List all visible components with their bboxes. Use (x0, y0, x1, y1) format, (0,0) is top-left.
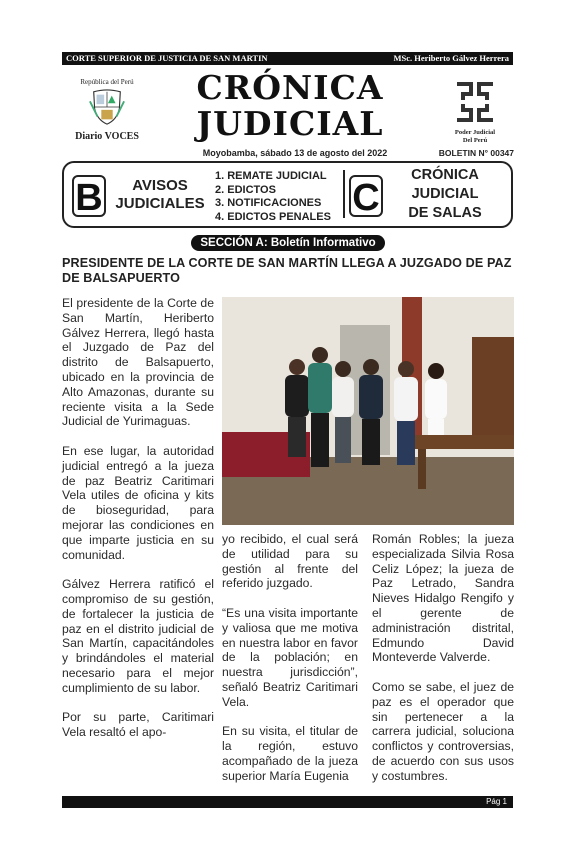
cronica-line1: CRÓNICA (411, 167, 479, 183)
group-photo (222, 297, 514, 525)
poder-judicial-logo (440, 80, 510, 145)
page-number: Pág 1 (486, 797, 507, 806)
bottom-bar (62, 796, 513, 808)
section-label: SECCIÓN A: Boletín Informativo (191, 235, 385, 251)
list-item: 4. EDICTOS PENALES (215, 210, 331, 223)
diario-voces (74, 131, 140, 142)
list-item: 2. EDICTOS (215, 183, 276, 196)
pj-line1: Poder Judicial (454, 129, 496, 136)
article-headline: PRESIDENTE DE LA CORTE DE SAN MARTÍN LLEGA A JUZGADO DE PAZ DE BALSAPUERTO (62, 256, 512, 285)
pj-line2: Del Perú (462, 137, 488, 144)
paragraph: Por su parte, Caritimari Vela resaltó el apo- (62, 710, 214, 740)
cronica-de-salas (390, 166, 500, 223)
list-item: 1. REMATE JUDICIAL (215, 170, 327, 182)
dateline: Moyobamba, sábado 13 de agosto del 2022 (202, 148, 388, 158)
article-column-2 (222, 532, 358, 798)
article-column-3 (372, 532, 514, 798)
letter-c-badge: C (349, 175, 383, 217)
avisos-line1: AVISOS (132, 177, 188, 194)
photo-illustration (222, 297, 514, 525)
avisos-list (215, 170, 331, 224)
masthead-title (190, 70, 390, 142)
paragraph: yo recibido, el cual será de utilidad para su gestión al frente del referido juzgado. (222, 532, 358, 591)
court-name: CORTE SUPERIOR DE JUSTICIA DE SAN MARTIN (66, 53, 268, 63)
boletin-number: BOLETIN N° 00347 (438, 148, 514, 158)
list-item: 3. NOTIFICACIONES (215, 197, 322, 209)
cronica-line2: JUDICIAL (411, 186, 479, 202)
paragraph: El presidente de la Corte de San Martín, Heriberto Gálvez Herrera, llegó hasta el Juzgado de Paz del distrito de Balsapuerto, ubicado en la provincia de Alto Amazonas, durante su reciente visita a la Sede Judicial de Yurimaguas. (62, 296, 214, 429)
paragraph: Román Robles; la jueza especializada Silvia Rosa Celiz López; la jueza de Paz Letrado, Sandra Nieves Hidalgo Rengifo y el gerente de administración distrital, Edmundo David Monteverde Valverde. (372, 532, 514, 665)
seal-arc-text: República del Perú (80, 78, 134, 86)
coat-of-arms-icon (88, 88, 126, 126)
peru-seal (74, 78, 140, 148)
paragraph: Como se sabe, el juez de paz es el operador que sin pertenecer a la carrera judicial, soluciona conflictos y controversias, de acuerdo con sus usos y costumbres. (372, 679, 514, 783)
avisos-line2: JUDICIALES (115, 195, 205, 212)
divider (343, 170, 345, 218)
masthead-line2: JUDICIAL (196, 104, 384, 143)
paragraph: En ese lugar, la autoridad judicial entregó a la jueza de paz Beatriz Caritimari Vela utiles de oficina y kits de bioseguridad, para mejorar las condiciones en que imparte justicia en su comunidad. (62, 443, 214, 562)
paragraph: “Es una visita importante y valiosa que me motiva en nuestra labor en favor de la población; en nuestra jurisdicción”, señaló Beatriz Caritimari Vela. (222, 605, 358, 709)
cronica-line3: DE SALAS (408, 205, 482, 221)
top-bar (62, 52, 513, 65)
diario-bold: VOCES (104, 131, 139, 142)
letter-b-badge: B (72, 175, 106, 217)
poder-judicial-icon (453, 80, 497, 124)
masthead-line1: CRÓNICA (196, 68, 384, 107)
article-column-1 (62, 296, 214, 755)
author-name: MSc. Heriberto Gálvez Herrera (393, 53, 509, 63)
diario-prefix: Diario (75, 131, 105, 142)
paragraph: En su visita, el titular de la región, estuvo acompañado de la jueza superior María Eugenia (222, 724, 358, 783)
paragraph: Gálvez Herrera ratificó el compromiso de su gestión, de fortalecer la justicia de paz en el distrito judicial de San Martín, capacitándoles y brindándoles el material necesario para el mejor cumplimiento de su labor. (62, 577, 214, 695)
avisos-judiciales (108, 177, 212, 213)
